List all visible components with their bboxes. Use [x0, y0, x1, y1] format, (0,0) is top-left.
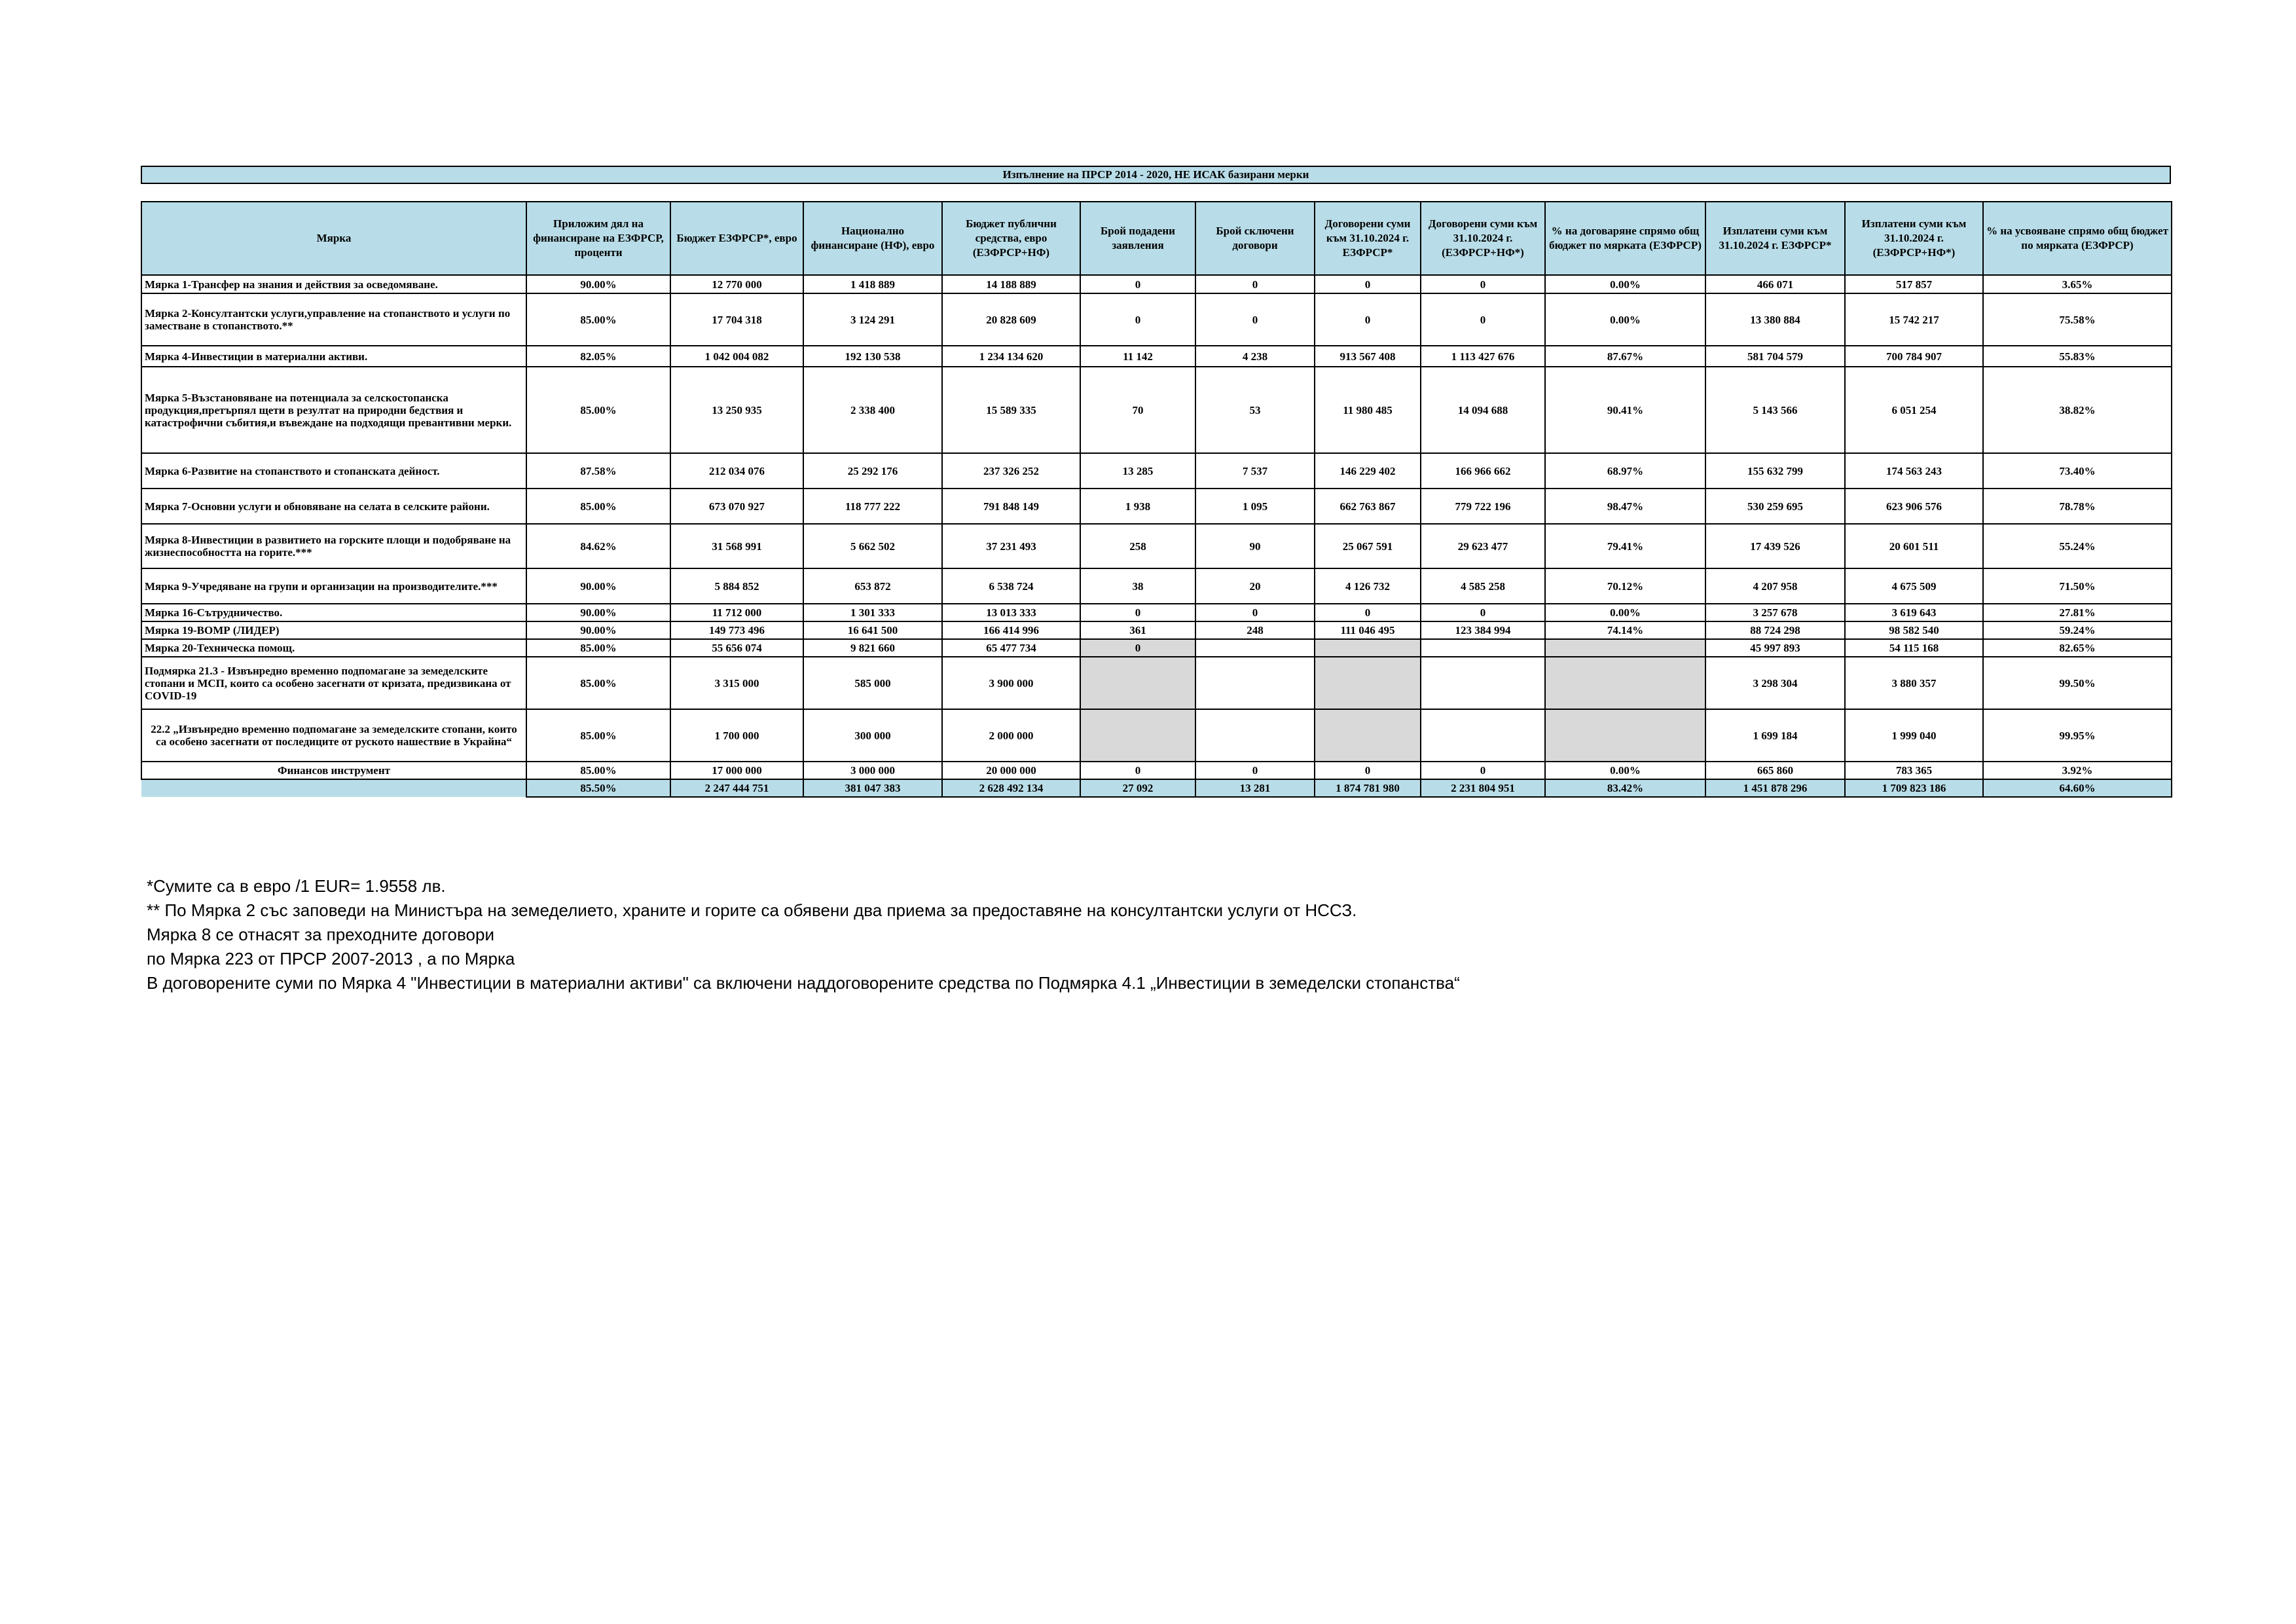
- table-cell: 13 013 333: [942, 604, 1080, 621]
- table-cell: 4 238: [1195, 346, 1315, 367]
- table-cell: 0: [1315, 604, 1421, 621]
- table-cell: 123 384 994: [1421, 621, 1545, 639]
- table-cell: 85.00%: [526, 639, 670, 657]
- table-cell: 85.00%: [526, 293, 670, 346]
- table-cell: 0.00%: [1545, 275, 1705, 293]
- table-cell: 2 338 400: [803, 367, 942, 453]
- table-row: [141, 709, 2172, 762]
- table-cell: 20 601 511: [1845, 524, 1983, 568]
- table-cell: 5 143 566: [1705, 367, 1845, 453]
- table-row: [141, 293, 2172, 346]
- table-row: [141, 621, 2172, 639]
- table-cell: [1195, 709, 1315, 762]
- table-cell: 0: [1195, 293, 1315, 346]
- table-cell: 0: [1080, 293, 1195, 346]
- table-cell: 192 130 538: [803, 346, 942, 367]
- header-eafrd-budget: Бюджет ЕЗФРСР*, евро: [670, 202, 803, 275]
- header-absorption-percent: % на усвояване спрямо общ бюджет по мярката (ЕЗФРСР): [1983, 202, 2172, 275]
- footnotes: [147, 874, 1460, 995]
- table-cell: 82.05%: [526, 346, 670, 367]
- table-row: [141, 568, 2172, 604]
- table-cell: 4 207 958: [1705, 568, 1845, 604]
- header-public-budget: Бюджет публични средства, евро (ЕЗФРСР+НФ): [942, 202, 1080, 275]
- header-contracts: Брой сключени договори: [1195, 202, 1315, 275]
- header-eafrd-share: Приложим дял на финансиране на ЕЗФРСР, проценти: [526, 202, 670, 275]
- table-cell: 1 234 134 620: [942, 346, 1080, 367]
- table-cell: 59.24%: [1983, 621, 2172, 639]
- table-cell: 29 623 477: [1421, 524, 1545, 568]
- table-cell: 68.97%: [1545, 453, 1705, 489]
- table-cell: 55.83%: [1983, 346, 2172, 367]
- header-paid-total: Изплатени суми към 31.10.2024 г. (ЕЗФРСР+НФ*): [1845, 202, 1983, 275]
- table-cell: 0: [1195, 762, 1315, 779]
- table-cell: 4 585 258: [1421, 568, 1545, 604]
- table-cell: [1195, 657, 1315, 709]
- total-cell: 2 231 804 951: [1421, 779, 1545, 797]
- table-cell: 0: [1421, 275, 1545, 293]
- total-cell: 1 709 823 186: [1845, 779, 1983, 797]
- table-cell: 3 619 643: [1845, 604, 1983, 621]
- table-cell: 3 000 000: [803, 762, 942, 779]
- table-cell: [1080, 709, 1195, 762]
- table-cell: 3 257 678: [1705, 604, 1845, 621]
- table-cell: 0: [1080, 275, 1195, 293]
- table-cell: 0: [1080, 639, 1195, 657]
- table-cell: 6 051 254: [1845, 367, 1983, 453]
- measures-table: [141, 201, 2172, 798]
- table-cell: 0.00%: [1545, 293, 1705, 346]
- table-cell: 85.00%: [526, 367, 670, 453]
- table-cell: 70: [1080, 367, 1195, 453]
- table-row: [141, 639, 2172, 657]
- table-cell: 665 860: [1705, 762, 1845, 779]
- measure-name: Мярка 20-Техническа помощ.: [141, 639, 526, 657]
- table-cell: 87.58%: [526, 453, 670, 489]
- table-row: [141, 453, 2172, 489]
- total-cell: 1 874 781 980: [1315, 779, 1421, 797]
- table-cell: 98.47%: [1545, 489, 1705, 524]
- table-cell: [1545, 709, 1705, 762]
- table-cell: 31 568 991: [670, 524, 803, 568]
- table-cell: 1 301 333: [803, 604, 942, 621]
- measure-name: 22.2 „Извънредно временно подпомагане за земеделските стопани, които са особено засегнати от последиците от руското нашествие в Украйна“: [141, 709, 526, 762]
- table-row: [141, 524, 2172, 568]
- total-blank-cell: [141, 779, 526, 797]
- table-cell: 517 857: [1845, 275, 1983, 293]
- table-cell: 466 071: [1705, 275, 1845, 293]
- header-national-funding: Национално финансиране (НФ), евро: [803, 202, 942, 275]
- table-cell: 0: [1315, 275, 1421, 293]
- table-cell: 623 906 576: [1845, 489, 1983, 524]
- table-cell: 27.81%: [1983, 604, 2172, 621]
- table-cell: 88 724 298: [1705, 621, 1845, 639]
- table-cell: 5 662 502: [803, 524, 942, 568]
- table-cell: 20 000 000: [942, 762, 1080, 779]
- measure-name: Мярка 8-Инвестиции в развитието на горските площи и подобряване на жизнеспособността на горите.***: [141, 524, 526, 568]
- table-cell: 1 938: [1080, 489, 1195, 524]
- table-cell: 99.95%: [1983, 709, 2172, 762]
- table-cell: 7 537: [1195, 453, 1315, 489]
- total-cell: 381 047 383: [803, 779, 942, 797]
- table-cell: 0.00%: [1545, 604, 1705, 621]
- table-cell: 53: [1195, 367, 1315, 453]
- table-cell: 3 880 357: [1845, 657, 1983, 709]
- table-cell: 98 582 540: [1845, 621, 1983, 639]
- table-cell: 0: [1080, 762, 1195, 779]
- table-cell: [1315, 657, 1421, 709]
- table-cell: 90.00%: [526, 275, 670, 293]
- table-cell: 3 124 291: [803, 293, 942, 346]
- total-cell: 64.60%: [1983, 779, 2172, 797]
- table-cell: 300 000: [803, 709, 942, 762]
- table-cell: 73.40%: [1983, 453, 2172, 489]
- total-cell: 1 451 878 296: [1705, 779, 1845, 797]
- table-cell: 37 231 493: [942, 524, 1080, 568]
- table-cell: 0: [1315, 293, 1421, 346]
- table-cell: 11 712 000: [670, 604, 803, 621]
- table-cell: 85.00%: [526, 709, 670, 762]
- table-cell: [1195, 639, 1315, 657]
- table-cell: 212 034 076: [670, 453, 803, 489]
- total-cell: 27 092: [1080, 779, 1195, 797]
- table-cell: 25 067 591: [1315, 524, 1421, 568]
- table-row: [141, 275, 2172, 293]
- table-cell: [1080, 657, 1195, 709]
- table-cell: 99.50%: [1983, 657, 2172, 709]
- table-cell: 673 070 927: [670, 489, 803, 524]
- table-cell: 6 538 724: [942, 568, 1080, 604]
- table-cell: 1 418 889: [803, 275, 942, 293]
- table-cell: 65 477 734: [942, 639, 1080, 657]
- table-cell: 0: [1080, 604, 1195, 621]
- table-cell: 3 315 000: [670, 657, 803, 709]
- total-cell: 85.50%: [526, 779, 670, 797]
- table-cell: 174 563 243: [1845, 453, 1983, 489]
- table-cell: 237 326 252: [942, 453, 1080, 489]
- table-cell: 1 113 427 676: [1421, 346, 1545, 367]
- total-cell: 2 247 444 751: [670, 779, 803, 797]
- table-cell: 13 285: [1080, 453, 1195, 489]
- table-cell: 155 632 799: [1705, 453, 1845, 489]
- measure-name: Мярка 9-Учредяване на групи и организации на производителите.***: [141, 568, 526, 604]
- measure-name: Мярка 2-Консултантски услуги,управление на стопанството и услуги по заместване в стопанството.**: [141, 293, 526, 346]
- table-cell: 45 997 893: [1705, 639, 1845, 657]
- table-cell: 55 656 074: [670, 639, 803, 657]
- table-cell: 149 773 496: [670, 621, 803, 639]
- table-cell: 4 126 732: [1315, 568, 1421, 604]
- table-cell: 258: [1080, 524, 1195, 568]
- table-cell: 74.14%: [1545, 621, 1705, 639]
- table-cell: 55.24%: [1983, 524, 2172, 568]
- table-cell: 54 115 168: [1845, 639, 1983, 657]
- table-row: [141, 489, 2172, 524]
- table-cell: 791 848 149: [942, 489, 1080, 524]
- table-cell: 38.82%: [1983, 367, 2172, 453]
- footnote: по Мярка 223 от ПРСР 2007-2013 , а по Мярка: [147, 949, 515, 969]
- table-body: [141, 275, 2172, 797]
- measure-name: Мярка 6-Развитие на стопанството и стопанската дейност.: [141, 453, 526, 489]
- table-cell: 78.78%: [1983, 489, 2172, 524]
- table-cell: 84.62%: [526, 524, 670, 568]
- table-cell: 85.00%: [526, 657, 670, 709]
- table-cell: 20 828 609: [942, 293, 1080, 346]
- header-paid-eafrd: Изплатени суми към 31.10.2024 г. ЕЗФРСР*: [1705, 202, 1845, 275]
- total-cell: 13 281: [1195, 779, 1315, 797]
- table-cell: 585 000: [803, 657, 942, 709]
- table-cell: 25 292 176: [803, 453, 942, 489]
- table-row: [141, 657, 2172, 709]
- table-cell: 15 742 217: [1845, 293, 1983, 346]
- table-cell: 0: [1421, 762, 1545, 779]
- table-cell: 4 675 509: [1845, 568, 1983, 604]
- table-cell: 166 414 996: [942, 621, 1080, 639]
- table-cell: 90.00%: [526, 621, 670, 639]
- measure-name: Мярка 19-ВОМР (ЛИДЕР): [141, 621, 526, 639]
- table-cell: 87.67%: [1545, 346, 1705, 367]
- table-cell: 3 298 304: [1705, 657, 1845, 709]
- table-cell: 12 770 000: [670, 275, 803, 293]
- table-cell: 13 250 935: [670, 367, 803, 453]
- table-cell: 0: [1421, 293, 1545, 346]
- table-cell: 1 700 000: [670, 709, 803, 762]
- header-contracting-percent: % на договаряне спрямо общ бюджет по мярката (ЕЗФРСР): [1545, 202, 1705, 275]
- table-cell: 0.00%: [1545, 762, 1705, 779]
- measure-name: Финансов инструмент: [141, 762, 526, 779]
- table-row: [141, 762, 2172, 779]
- table-cell: 82.65%: [1983, 639, 2172, 657]
- table-cell: 90.41%: [1545, 367, 1705, 453]
- total-cell: 2 628 492 134: [942, 779, 1080, 797]
- table-cell: [1421, 639, 1545, 657]
- table-cell: 75.58%: [1983, 293, 2172, 346]
- table-cell: 913 567 408: [1315, 346, 1421, 367]
- table-cell: 700 784 907: [1845, 346, 1983, 367]
- table-cell: 15 589 335: [942, 367, 1080, 453]
- table-cell: [1315, 639, 1421, 657]
- table-cell: 581 704 579: [1705, 346, 1845, 367]
- table-cell: 146 229 402: [1315, 453, 1421, 489]
- footnote: ** По Мярка 2 със заповеди на Министъра на земеделието, храните и горите са обявени два приема за предоставяне на консултантски услуги от НССЗ.: [147, 900, 1357, 920]
- table-cell: 248: [1195, 621, 1315, 639]
- table-cell: 79.41%: [1545, 524, 1705, 568]
- table-header: [141, 202, 2172, 275]
- header-applications: Брой подадени заявления: [1080, 202, 1195, 275]
- table-cell: 38: [1080, 568, 1195, 604]
- total-cell: 83.42%: [1545, 779, 1705, 797]
- table-cell: [1421, 709, 1545, 762]
- table-cell: 17 439 526: [1705, 524, 1845, 568]
- table-cell: 1 999 040: [1845, 709, 1983, 762]
- table-cell: 2 000 000: [942, 709, 1080, 762]
- table-cell: 13 380 884: [1705, 293, 1845, 346]
- table-cell: 90: [1195, 524, 1315, 568]
- header-contracted-total: Договорени суми към 31.10.2024 г. (ЕЗФРСР+НФ*): [1421, 202, 1545, 275]
- table-cell: [1315, 709, 1421, 762]
- table-cell: 530 259 695: [1705, 489, 1845, 524]
- table-cell: 85.00%: [526, 762, 670, 779]
- table-cell: [1545, 639, 1705, 657]
- table-title: Изпълнение на ПРСР 2014 - 2020, НЕ ИСАК базирани мерки: [141, 166, 2171, 184]
- table-cell: 17 000 000: [670, 762, 803, 779]
- measure-name: Мярка 7-Основни услуги и обновяване на селата в селските райони.: [141, 489, 526, 524]
- table-cell: 166 966 662: [1421, 453, 1545, 489]
- table-cell: 3.65%: [1983, 275, 2172, 293]
- table-row: [141, 346, 2172, 367]
- total-row: [141, 779, 2172, 797]
- table-cell: 11 980 485: [1315, 367, 1421, 453]
- table-cell: 779 722 196: [1421, 489, 1545, 524]
- table-cell: 14 188 889: [942, 275, 1080, 293]
- table-cell: 3 900 000: [942, 657, 1080, 709]
- table-cell: 3.92%: [1983, 762, 2172, 779]
- table-cell: 0: [1195, 275, 1315, 293]
- footnote: Мярка 8 се отнасят за преходните договори: [147, 925, 494, 944]
- table-cell: [1545, 657, 1705, 709]
- table-cell: 17 704 318: [670, 293, 803, 346]
- footnote: В договорените суми по Мярка 4 "Инвестиции в материални активи" са включени наддоговорените средства по Подмярка 4.1 „Инвестиции в земеделски стопанства“: [147, 973, 1460, 993]
- table-cell: 11 142: [1080, 346, 1195, 367]
- table-cell: 16 641 500: [803, 621, 942, 639]
- measure-name: Мярка 4-Инвестиции в материални активи.: [141, 346, 526, 367]
- table-cell: 70.12%: [1545, 568, 1705, 604]
- measure-name: Мярка 1-Трансфер на знания и действия за осведомяване.: [141, 275, 526, 293]
- table-cell: 71.50%: [1983, 568, 2172, 604]
- table-cell: 361: [1080, 621, 1195, 639]
- measure-name: Подмярка 21.3 - Извънредно временно подпомагане за земеделските стопани и МСП, които са особено засегнати от кризата, предизвикана от COVID-19: [141, 657, 526, 709]
- table-cell: [1421, 657, 1545, 709]
- table-cell: 1 699 184: [1705, 709, 1845, 762]
- table-cell: 1 095: [1195, 489, 1315, 524]
- table-cell: 90.00%: [526, 604, 670, 621]
- table-cell: 5 884 852: [670, 568, 803, 604]
- table-cell: 85.00%: [526, 489, 670, 524]
- table-cell: 1 042 004 082: [670, 346, 803, 367]
- table-cell: 20: [1195, 568, 1315, 604]
- table-cell: 0: [1195, 604, 1315, 621]
- table-cell: 662 763 867: [1315, 489, 1421, 524]
- table-cell: 653 872: [803, 568, 942, 604]
- table-cell: 0: [1421, 604, 1545, 621]
- table-cell: 14 094 688: [1421, 367, 1545, 453]
- header-contracted-eafrd: Договорени суми към 31.10.2024 г. ЕЗФРСР*: [1315, 202, 1421, 275]
- table-cell: 9 821 660: [803, 639, 942, 657]
- table-cell: 111 046 495: [1315, 621, 1421, 639]
- table-row: [141, 367, 2172, 453]
- table-cell: 118 777 222: [803, 489, 942, 524]
- table-cell: 90.00%: [526, 568, 670, 604]
- measure-name: Мярка 5-Възстановяване на потенциала за селскостопанска продукция,претърпял щети в резултат на природни бедствия и катастрофични събития,и въвеждане на подходящи превантивни мерки.: [141, 367, 526, 453]
- table-cell: 783 365: [1845, 762, 1983, 779]
- measure-name: Мярка 16-Сътрудничество.: [141, 604, 526, 621]
- footnote: *Сумите са в евро /1 EUR= 1.9558 лв.: [147, 876, 446, 896]
- table-cell: 0: [1315, 762, 1421, 779]
- table-row: [141, 604, 2172, 621]
- header-measure: Мярка: [141, 202, 526, 275]
